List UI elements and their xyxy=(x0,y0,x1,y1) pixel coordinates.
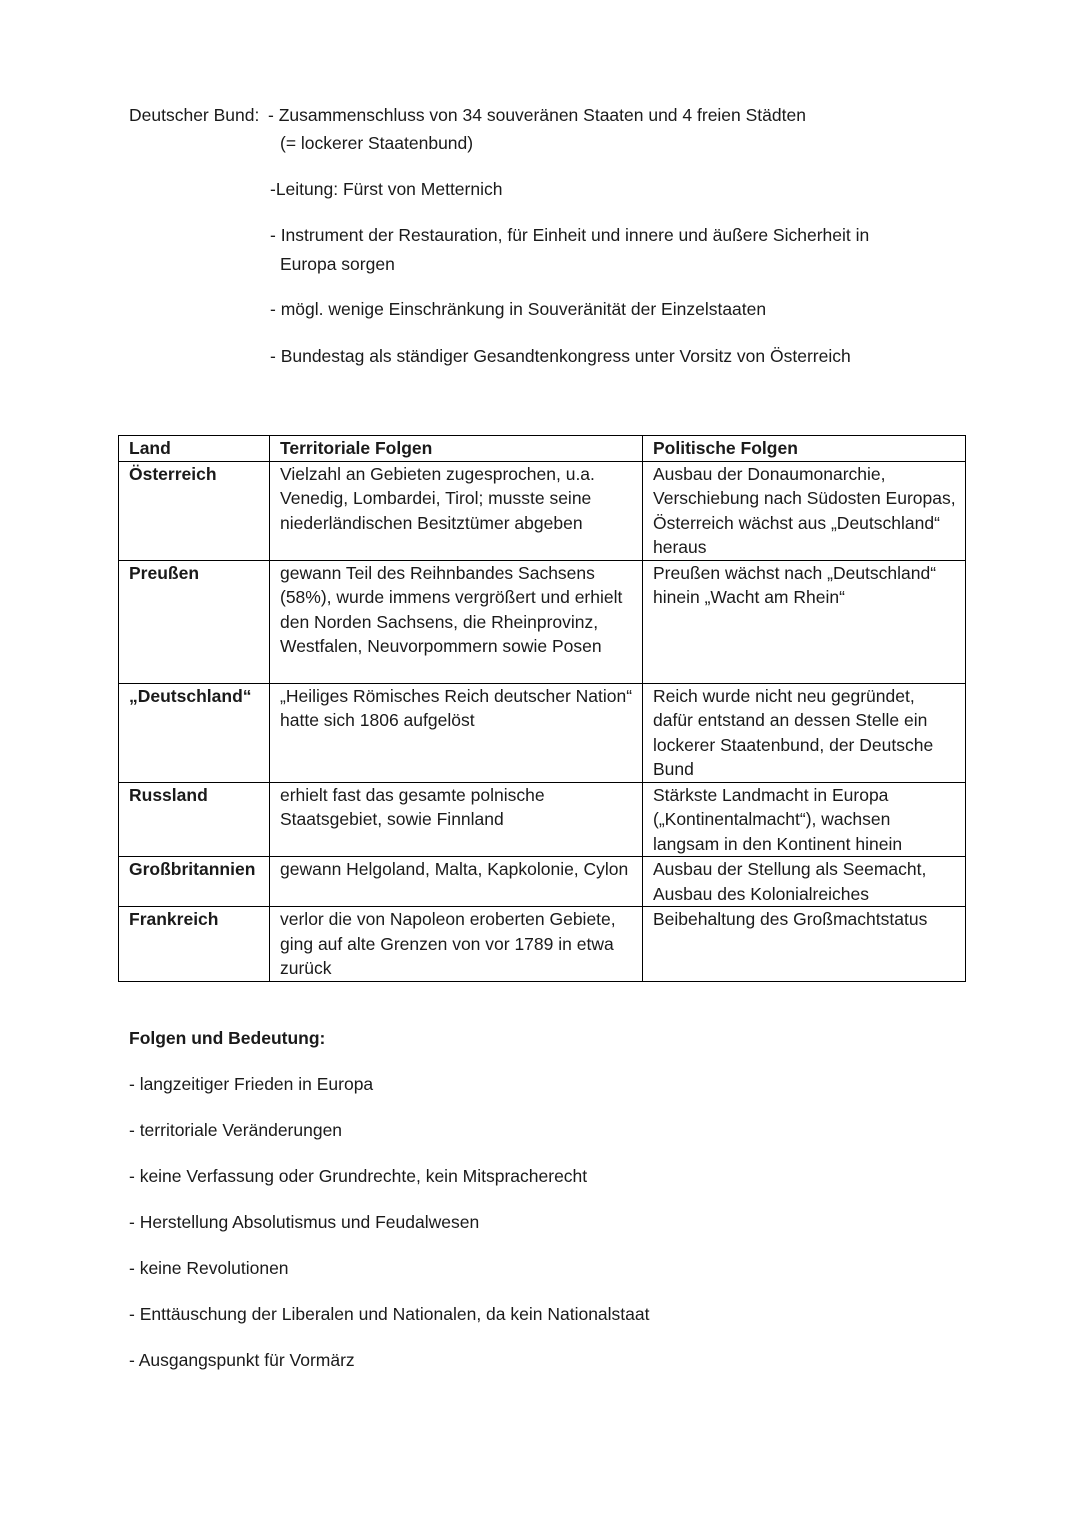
cell-territorial: gewann Teil des Reihnbandes Sachsens (58%), wurde immens vergrößert und erhielt den Norden Sachsens, die Rheinprovinz, Westfalen, Neuvorpommern sowie Posen xyxy=(270,560,643,683)
cell-politisch: Ausbau der Donaumonarchie, Verschiebung nach Südosten Europas, Österreich wächst aus „Deutschland“ heraus xyxy=(643,461,966,560)
cell-territorial: verlor die von Napoleon eroberten Gebiete, ging auf alte Grenzen von vor 1789 in etwa zurück xyxy=(270,907,643,982)
list-item: - langzeitiger Frieden in Europa xyxy=(129,1074,374,1094)
cell-politisch: Ausbau der Stellung als Seemacht, Ausbau des Kolonialreiches xyxy=(643,857,966,907)
cell-land: Frankreich xyxy=(119,907,270,982)
bund-line-1b: (= lockerer Staatenbund) xyxy=(280,133,474,153)
cell-politisch: Preußen wächst nach „Deutschland“ hinein „Wacht am Rhein“ xyxy=(643,560,966,683)
header-territorial: Territoriale Folgen xyxy=(270,436,643,462)
cell-territorial: gewann Helgoland, Malta, Kapkolonie, Cylon xyxy=(270,857,643,907)
bund-line-3: - Instrument der Restauration, für Einheit und innere und äußere Sicherheit in xyxy=(270,225,870,245)
table-row xyxy=(119,560,966,683)
table-row xyxy=(119,683,966,782)
header-politisch: Politische Folgen xyxy=(643,436,966,462)
bund-label: Deutscher Bund: xyxy=(129,105,260,125)
table-row xyxy=(119,782,966,857)
folgen-heading: Folgen und Bedeutung: xyxy=(129,1028,326,1048)
table-row xyxy=(119,857,966,907)
cell-politisch: Reich wurde nicht neu gegründet, dafür entstand an dessen Stelle ein lockerer Staatenbund, der Deutsche Bund xyxy=(643,683,966,782)
list-item: - keine Revolutionen xyxy=(129,1258,289,1278)
cell-land: Preußen xyxy=(119,560,270,683)
consequences-table xyxy=(118,435,966,982)
table-header-row xyxy=(119,436,966,462)
cell-politisch: Stärkste Landmacht in Europa („Kontinentalmacht“), wachsen langsam in den Kontinent hinein xyxy=(643,782,966,857)
cell-land: Russland xyxy=(119,782,270,857)
bund-line-4: - mögl. wenige Einschränkung in Souveränität der Einzelstaaten xyxy=(270,299,767,319)
bund-line-5: - Bundestag als ständiger Gesandtenkongress unter Vorsitz von Österreich xyxy=(270,346,851,366)
cell-territorial: „Heiliges Römisches Reich deutscher Nation“ hatte sich 1806 aufgelöst xyxy=(270,683,643,782)
list-item: - Herstellung Absolutismus und Feudalwesen xyxy=(129,1212,480,1232)
table-row xyxy=(119,461,966,560)
bund-line-3b: Europa sorgen xyxy=(280,254,395,274)
cell-politisch: Beibehaltung des Großmachtstatus xyxy=(643,907,966,982)
cell-territorial: Vielzahl an Gebieten zugesprochen, u.a. Venedig, Lombardei, Tirol; musste seine niederländischen Besitztümer abgeben xyxy=(270,461,643,560)
list-item: - Enttäuschung der Liberalen und Nationalen, da kein Nationalstaat xyxy=(129,1304,650,1324)
list-item: - territoriale Veränderungen xyxy=(129,1120,343,1140)
cell-territorial: erhielt fast das gesamte polnische Staatsgebiet, sowie Finnland xyxy=(270,782,643,857)
bund-line-2: -Leitung: Fürst von Metternich xyxy=(270,179,503,199)
list-item: - keine Verfassung oder Grundrechte, kein Mitspracherecht xyxy=(129,1166,588,1186)
header-land: Land xyxy=(119,436,270,462)
bund-line-1: - Zusammenschluss von 34 souveränen Staaten und 4 freien Städten xyxy=(268,105,806,125)
cell-land: Österreich xyxy=(119,461,270,560)
list-item: - Ausgangspunkt für Vormärz xyxy=(129,1350,355,1370)
cell-land: „Deutschland“ xyxy=(119,683,270,782)
table-row xyxy=(119,907,966,982)
cell-land: Großbritannien xyxy=(119,857,270,907)
